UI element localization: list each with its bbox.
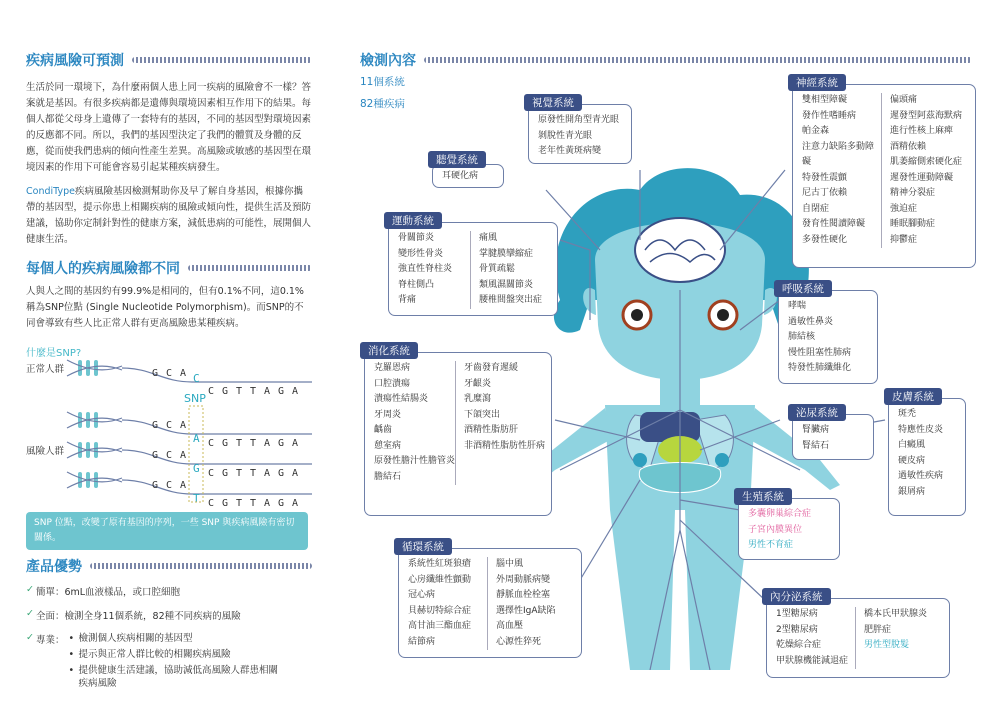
digestive-system-box [364, 352, 552, 516]
disease-item: 潰瘍性結腸炎 [374, 394, 429, 404]
disease-item: 憩室病 [374, 440, 402, 451]
disease-item: 白癜風 [898, 440, 926, 450]
vision-system-box [528, 104, 632, 164]
disease-item: 特發性肺纖維化 [788, 363, 852, 373]
disease-item: 進行性核上麻痺 [890, 126, 954, 136]
base-letter: G [222, 498, 229, 506]
bullet-item: • 提示與正常人群比較的相關疾病風險 [64, 648, 284, 661]
disease-item: 過敏性疾病 [898, 471, 944, 481]
dna-helix-icon [67, 472, 312, 494]
disease-item: 老年性黃斑病變 [538, 146, 602, 156]
disease-item: 骨關節炎 [398, 233, 435, 243]
snp-label: SNP [184, 392, 206, 405]
motor-system-title: 運動系統 [384, 212, 442, 229]
disease-item: 甲狀腺機能減退症 [776, 655, 849, 666]
left-column [26, 50, 312, 359]
base-letter: A [180, 480, 187, 491]
skin-system-title: 皮膚系統 [884, 388, 942, 405]
heading-bar [424, 57, 972, 63]
disease-item: 注意力缺陷多動障礙 [802, 141, 875, 167]
brain [635, 218, 725, 282]
section-heading: 疾病風險可預測 [26, 50, 312, 70]
snp-base: A [193, 432, 200, 445]
base-letter: A [292, 468, 299, 479]
base-letter: C [166, 450, 173, 461]
disease-item: 選擇性IgA缺陷 [496, 605, 556, 616]
disease-item: 多囊卵巢綜合症 [748, 509, 812, 519]
base-letter: A [264, 386, 271, 397]
disease-item: 特應性皮炎 [898, 424, 944, 435]
circulatory-system-title: 循環系統 [394, 538, 452, 555]
respiratory-system-title: 呼吸系統 [774, 280, 832, 297]
disease-item: 發育性閱讀障礙 [802, 219, 866, 229]
base-letter: C [166, 420, 173, 431]
base-letter: C [208, 386, 215, 397]
disease-item: 變形性骨炎 [398, 248, 444, 259]
base-letter: C [166, 480, 173, 491]
base-letter: A [292, 438, 299, 449]
base-letter: A [180, 420, 187, 431]
disease-item: 哮喘 [788, 301, 807, 311]
base-letter: G [152, 420, 159, 431]
disease-item: 系統性紅斑狼瘡 [408, 559, 472, 569]
nerves [560, 290, 800, 670]
disease-item: 類風濕關節炎 [479, 279, 534, 290]
base-letter: T [236, 468, 243, 479]
circulatory-system-box [398, 548, 582, 658]
neuro-system-title: 神經系統 [788, 74, 846, 91]
disease-item: 特發性震顫 [802, 172, 848, 183]
bullet-item: • 檢測個人疾病相關的基因型 [64, 632, 284, 645]
disease-item: 慢性阻塞性肺病 [788, 347, 852, 358]
base-letter: G [278, 386, 285, 397]
heading-bar [132, 57, 312, 63]
disease-item: 齲齒 [374, 425, 393, 435]
base-letter: A [264, 498, 271, 506]
disease-item: 斑禿 [898, 409, 917, 419]
disease-item: 膽結石 [374, 471, 402, 482]
paragraph: 人與人之間的基因約有99.9%是相同的，但有0.1%不同，這0.1%稱為SNP位點 (Single Nucleotide Polymorphism)。而SNP的不同會導致有些人比正常人群有更高風險患某種疾病。 [26, 286, 304, 329]
disease-item: 心源性猝死 [496, 636, 542, 647]
section-heading: 產品優勢 [26, 556, 312, 576]
base-letter: G [152, 450, 159, 461]
disease-item: 尼古丁依賴 [802, 188, 848, 198]
advantage-comprehensive: ✓ 全面：檢測全身11個系統，82種不同疾病的風險 [26, 608, 241, 622]
skin-system-box [888, 398, 966, 516]
respiratory-system-box [778, 290, 878, 384]
base-letter: A [292, 386, 299, 397]
left-leg [610, 510, 675, 670]
paragraph: 生活於同一環境下，為什麼兩個人患上同一疾病的風險會不一樣？答案就是基因。有很多疾病都是遺傳與環境因素相互作用下的結果。每個人都從父母身上遺傳了一套特有的基因，不同的基因型對環境因素的反應都不同。所以，我們的基因型決定了我們的體質及身體的反應，從而使我們患病的傾向性產生差異。高風險或敏感的基因型在環境因素的作用下可能會容易引起某種疾病發生。 [26, 82, 312, 173]
disease-item: 硬皮病 [898, 455, 926, 466]
disease-item: 男性型脫髮 [864, 640, 910, 650]
disease-item: 多發性硬化 [802, 234, 848, 245]
base-letter: C [208, 468, 215, 479]
disease-item: 遲發性運動障礙 [890, 172, 954, 183]
heading-bar [90, 563, 312, 569]
reproductive-system-title: 生殖系統 [734, 488, 792, 505]
neuro-system-box [792, 84, 976, 268]
disease-item: 高甘油三酯血症 [408, 621, 472, 631]
base-letter: G [278, 438, 285, 449]
snp-base: T [193, 492, 200, 505]
disease-item: 背痛 [398, 295, 417, 305]
disease-item: 肥胖症 [864, 624, 892, 635]
snp-base: C [193, 372, 200, 385]
base-letter: T [236, 498, 243, 506]
base-letter: C [208, 498, 215, 506]
snp-highlight [189, 406, 203, 502]
disease-item: 痛風 [479, 233, 498, 243]
hearing-system-title: 聽覺系統 [428, 151, 486, 168]
disease-item: 剝脫性青光眼 [538, 130, 593, 141]
disease-item: 自閉症 [802, 203, 830, 214]
base-letter: G [222, 386, 229, 397]
vision-system-title: 視覺系統 [524, 94, 582, 111]
paragraph: CondiType疾病風險基因檢測幫助你及早了解自身基因，根據你攜帶的基因型，提示你患上相關疾病的風險或傾向性，提供生活及預防建議，協助你定制針對性的健康方案，減低患病的可能性，展開個人健康生活。 [26, 186, 312, 245]
disease-item: 外周動脈病變 [496, 574, 551, 585]
urinary-system-title: 泌尿系統 [788, 404, 846, 421]
disease-item: 牙齒發育遲緩 [464, 363, 519, 373]
snp-note: SNP 位點，改變了原有基因的序列，一些 SNP 與疾病風險有密切關係。 [26, 512, 308, 550]
disease-item: 原發性膽汁性膽管炎 [374, 456, 456, 466]
kidney [633, 453, 647, 467]
base-letter: T [250, 498, 257, 506]
section-heading: 每個人的疾病風險都不同 [26, 258, 312, 278]
disease-item: 肺結核 [788, 332, 816, 342]
base-letter: T [236, 386, 243, 397]
endocrine-system-title: 內分泌系統 [762, 588, 831, 605]
disease-item: 1型糖尿病 [776, 609, 818, 619]
disease-item: 帕金森 [802, 126, 830, 136]
base-letter: T [236, 438, 243, 449]
disease-count: 82種疾病 [360, 98, 405, 110]
disease-item: 偏頭痛 [890, 95, 918, 105]
disease-item: 銀屑病 [898, 486, 926, 497]
disease-item: 抑鬱症 [890, 234, 918, 245]
endocrine-system-box [766, 598, 950, 678]
check-icon: ✓ [26, 608, 34, 619]
base-letter: G [222, 468, 229, 479]
base-letter: G [152, 368, 159, 379]
dna-helix-icon [67, 360, 312, 382]
stomach [640, 412, 700, 442]
base-letter: G [222, 438, 229, 449]
disease-item: 冠心病 [408, 590, 436, 600]
brand-name: CondiType [26, 186, 75, 197]
disease-item: 精神分裂症 [890, 188, 936, 198]
base-letter: G [278, 468, 285, 479]
disease-item: 原發性開角型青光眼 [538, 115, 620, 125]
digestive-system-title: 消化系統 [360, 342, 418, 359]
disease-item: 靜脈血栓栓塞 [496, 590, 551, 600]
dna-helix-icon [67, 412, 312, 434]
disease-item: 口腔潰瘍 [374, 378, 411, 389]
advantages [26, 556, 312, 690]
disease-item: 強迫症 [890, 203, 918, 214]
disease-item: 睡眠腳動症 [890, 219, 936, 229]
snp-diagram [22, 356, 322, 506]
disease-item: 發作性嗜睡病 [802, 110, 857, 121]
disease-item: 心房纖維性顫動 [408, 574, 472, 585]
base-letter: T [250, 468, 257, 479]
base-letter: T [250, 386, 257, 397]
disease-item: 2型糖尿病 [776, 624, 818, 635]
motor-system-box [388, 222, 558, 316]
disease-item: 下頜突出 [464, 409, 501, 420]
advantage-professional: ✓ 專業： • 檢測個人疾病相關的基因型 • 提示與正常人群比較的相關疾病風險 • 提供健康生活建議，協助減低高風險人群患相關疾病風險 [26, 632, 312, 690]
base-letter: A [180, 368, 187, 379]
base-letter: A [292, 498, 299, 506]
disease-item: 強直性脊柱炎 [398, 264, 453, 274]
bullet-item: • 提供健康生活建議，協助減低高風險人群患相關疾病風險 [64, 664, 284, 690]
disease-item: 酒精依賴 [890, 141, 927, 152]
disease-item: 腰椎間盤突出症 [479, 295, 543, 305]
disease-item: 子宮內膜異位 [748, 524, 803, 535]
base-letter: G [278, 498, 285, 506]
snp-question: 什麼是SNP? [26, 348, 82, 359]
disease-item: 乳糜瀉 [464, 394, 492, 404]
disease-item: 掌腱膜攣縮症 [479, 248, 534, 259]
disease-item: 雙相型障礙 [802, 95, 848, 105]
disease-item: 橋本氏甲狀腺炎 [864, 609, 928, 619]
disease-item: 高血壓 [496, 621, 524, 631]
check-icon: ✓ [26, 584, 34, 595]
disease-item: 遲發型阿茲海默病 [890, 110, 963, 121]
base-letter: C [166, 368, 173, 379]
normal-group-label: 正常人群 [26, 364, 65, 375]
advantage-simple: ✓ 簡單：6mL血液樣品，或口腔細胞 [26, 584, 181, 598]
base-letter: A [264, 468, 271, 479]
disease-item: 腎結石 [802, 440, 830, 451]
kidney [715, 453, 729, 467]
base-letter: C [208, 438, 215, 449]
base-letter: G [152, 480, 159, 491]
disease-item: 腎臟病 [802, 425, 830, 435]
disease-item: 牙齦炎 [464, 378, 492, 389]
check-icon: ✓ [26, 632, 34, 643]
risk-group-label: 風險人群 [26, 446, 65, 457]
disease-item: 男性不育症 [748, 540, 794, 550]
heading-bar [188, 265, 312, 271]
disease-item: 肌萎縮側索硬化症 [890, 157, 963, 167]
disease-item: 貝赫切特綜合症 [408, 605, 472, 616]
disease-item: 乾燥綜合症 [776, 640, 822, 650]
section-heading: 檢測內容 [360, 50, 972, 70]
disease-item: 耳硬化病 [442, 171, 479, 181]
reproductive-system-box [738, 498, 840, 560]
disease-item: 過敏性鼻炎 [788, 316, 834, 327]
disease-item: 克羅恩病 [374, 363, 411, 373]
disease-item: 骨質疏鬆 [479, 264, 516, 274]
disease-item: 牙周炎 [374, 409, 402, 420]
base-letter: T [250, 438, 257, 449]
disease-item: 腦中風 [496, 559, 524, 569]
disease-item: 酒精性脂肪肝 [464, 425, 519, 435]
disease-item: 脊柱側凸 [398, 279, 435, 290]
disease-item: 結節病 [408, 636, 436, 647]
system-count: 11個系統 [360, 76, 405, 88]
snp-base: G [193, 462, 200, 475]
disease-item: 非酒精性脂肪性肝病 [464, 440, 546, 451]
base-letter: A [264, 438, 271, 449]
base-letter: A [180, 450, 187, 461]
